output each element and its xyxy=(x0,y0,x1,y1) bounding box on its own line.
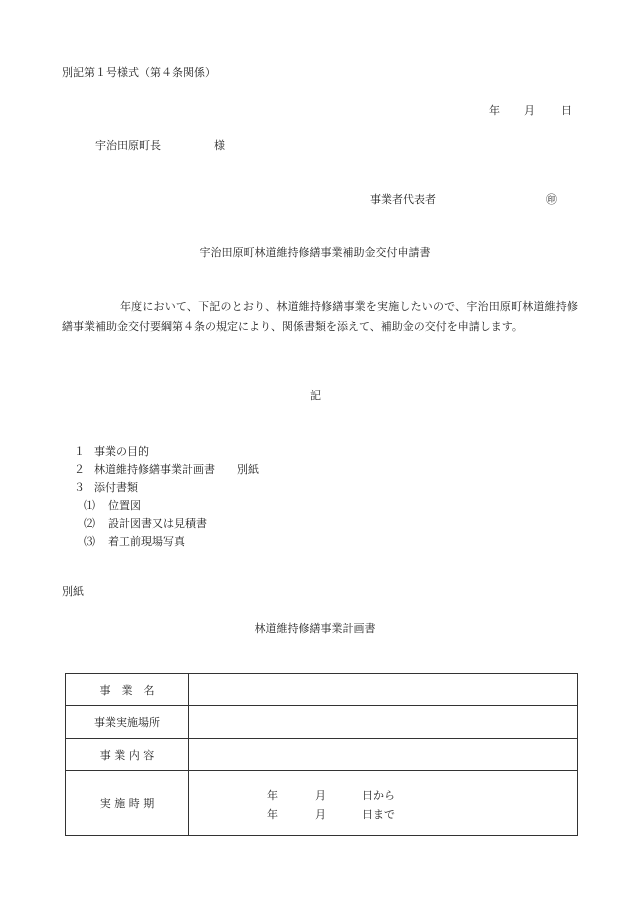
table-row xyxy=(66,674,578,706)
row-label: 実 施 時 期 xyxy=(66,771,189,836)
attachment-label: 別紙 xyxy=(62,585,84,598)
plan-table xyxy=(65,673,578,836)
project-content-field[interactable] xyxy=(189,739,578,771)
applicant-label: 事業者代表者 xyxy=(370,193,436,206)
item-list xyxy=(74,443,259,551)
date-year: 年 xyxy=(489,104,500,117)
document-title: 宇治田原町林道維持修繕事業補助金交付申請書 xyxy=(199,246,431,259)
row-label: 事業実施場所 xyxy=(66,706,189,739)
honorific: 様 xyxy=(214,139,225,152)
date-month: 月 xyxy=(524,104,535,117)
table-row xyxy=(66,706,578,739)
list-item: ２ 林道維持修繕事業計画書 別紙 xyxy=(74,463,259,476)
seal-mark: ㊞ xyxy=(546,193,557,206)
attachment-ref: 別紙 xyxy=(237,463,259,476)
row-label: 事 業 内 容 xyxy=(66,739,189,771)
period-field[interactable]: 年 月 日から 年 月 日まで xyxy=(189,771,578,836)
form-id: 別記第１号様式（第４条関係） xyxy=(62,66,216,79)
body-paragraph: 年度において、下記のとおり、林道維持修繕事業を実施したいので、宇治田原町林道維持修繕事業補助金交付要綱第４条の規定により、関係書類を添えて、補助金の交付を申請します。 xyxy=(62,300,578,333)
sub-list-item: ⑴ 位置図 xyxy=(84,499,141,512)
ki-heading: 記 xyxy=(310,389,321,402)
project-location-field[interactable] xyxy=(189,706,578,739)
project-name-field[interactable] xyxy=(189,674,578,706)
list-item: １ 事業の目的 xyxy=(74,445,149,458)
attachment-title: 林道維持修繕事業計画書 xyxy=(254,622,376,635)
sub-list-item: ⑵ 設計図書又は見積書 xyxy=(84,517,207,530)
date-day: 日 xyxy=(561,104,572,117)
list-item: ３ 添付書類 xyxy=(74,481,138,494)
table-row xyxy=(66,771,578,836)
sub-list-item: ⑶ 着工前現場写真 xyxy=(84,535,185,548)
table-row xyxy=(66,739,578,771)
row-label: 事 業 名 xyxy=(66,674,189,706)
addressee: 宇治田原町長 xyxy=(95,139,161,152)
